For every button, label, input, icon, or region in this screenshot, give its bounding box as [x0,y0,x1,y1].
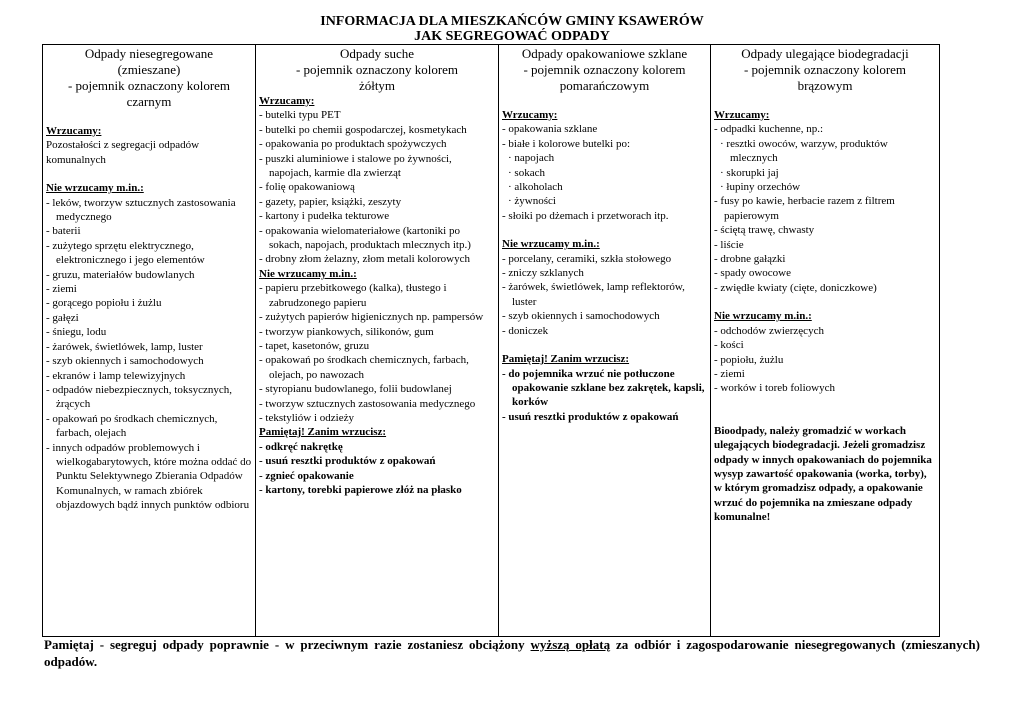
list-item: - gorącego popiołu i żużlu [46,297,162,310]
title-line-1: INFORMACJA DLA MIESZKAŃCÓW GMINY KSAWERÓW [320,14,704,29]
column-glass-waste [499,45,711,637]
list-item: - kartony i pudełka tekturowe [259,210,390,223]
list-item: - fusy po kawie, herbacie razem z filtrem papierowym [714,195,895,222]
list-item: - zniczy szklanych [502,267,584,280]
list-item: - śniegu, lodu [46,326,107,339]
section-title: Nie wrzucamy m.in.: [259,267,357,280]
list-item: - ziemi [714,367,745,380]
list-item: - kartony, torebki papierowe złóż na płasko [259,483,462,496]
list-item: · napojach [508,152,555,165]
list-item: - gazety, papier, książki, zeszyty [259,195,402,208]
list-item: - worków i toreb foliowych [714,382,835,395]
section-title: Nie wrzucamy m.in.: [502,238,600,251]
section-title: Wrzucamy: [259,95,315,107]
list-item: - gałęzi [46,311,79,324]
list-item: - drobny złom żelazny, złom metali kolorowych [259,253,470,266]
list-item: · sokach [508,166,545,179]
remember-list [259,440,495,498]
document-title [0,14,1024,44]
list-item: - doniczek [502,324,549,337]
list-item: - tworzyw sztucznych zastosowania medycznego [259,397,476,410]
list-item: - usuń resztki produktów z opakowań [502,410,679,423]
list-item: - innych odpadów problemowych i wielkogabarytowych, które można oddać do Punktu Selektywnego Zbierania Odpadów Komunalnych, w ramach zbiórek objazdowych bądź innych punktów odbioru [46,441,252,512]
list-item: · skorupki jaj [720,166,779,179]
list-item: - drobne gałązki [714,253,786,266]
list-item: - zgnieć opakowanie [259,469,354,482]
list-item: - baterii [46,225,81,238]
list-item: - żarówek, świetlówek, lamp, luster [46,340,203,353]
list-item: - białe i kolorowe butelki po: [502,137,630,150]
list-item: - spady owocowe [714,267,791,280]
footer-reminder [44,636,980,670]
column-header: Odpady suche - pojemnik oznaczony kolorem żółtym [295,46,459,93]
list-item: · żywności [508,195,556,208]
not-accepted-list [714,324,936,396]
list-item: - odkręć nakrętkę [259,440,343,453]
list-item: - usuń resztki produktów z opakowań [259,455,436,468]
list-item: · resztki owoców, warzyw, produktów mlecznych [720,137,888,165]
column-header: Odpady opakowaniowe szklane - pojemnik oznaczony kolorem pomarańczowym [521,46,688,93]
list-item: - butelki po chemii gospodarczej, kosmetykach [259,123,467,136]
section-title: Pamiętaj! Zanim wrzucisz: [259,426,387,439]
column-header: Odpady ulegające biodegradacji - pojemnik oznaczony kolorem brązowym [741,46,909,93]
footer-emphasis: wyższą opłatą [530,637,611,652]
list-item: - zużytych papierów higienicznych np. pampersów [259,311,484,324]
section-title: Wrzucamy: [46,125,102,137]
list-item: - odchodów zwierzęcych [714,324,824,337]
section-title: Nie wrzucamy m.in.: [46,182,144,195]
section-title: Nie wrzucamy m.in.: [714,310,812,323]
list-item: - ekranów i lamp telewizyjnych [46,369,186,382]
list-item: - zwiędłe kwiaty (cięte, doniczkowe) [714,281,877,294]
list-item: - puszki aluminiowe i stalowe po żywności, napojach, karmie dla zwierząt [259,152,452,180]
footer-text-before: Pamiętaj - segreguj odpady poprawnie - w przeciwnym razie zostaniesz obciążony [44,637,531,652]
list-item: - gruzu, materiałów budowlanych [46,268,195,281]
list-item: - folię opakowaniową [259,181,355,194]
section-title: Wrzucamy: [502,109,558,121]
not-accepted-list [259,281,495,425]
list-item: - butelki typu PET [259,109,341,122]
list-item: - szyb okiennych i samochodowych [502,310,660,323]
list-item: - słoiki po dżemach i przetworach itp. [502,209,669,222]
list-item: - opakowań po środkach chemicznych, farbach, olejach, po nawozach [259,354,469,381]
list-item: - zużytego sprzętu elektrycznego, elektronicznego i jego elementów [46,239,205,267]
list-item: · łupiny orzechów [720,181,801,194]
list-item: - tekstyliów i odzieży [259,411,355,424]
title-line-2: JAK SEGREGOWAĆ ODPADY [414,29,610,44]
column-mixed-waste [43,45,256,637]
not-accepted-list [46,196,252,513]
accepted-list [714,122,936,295]
list-item: - liście [714,238,744,251]
column-header: Odpady niesegregowane (zmieszane) - pojemnik oznaczony kolorem czarnym [67,46,231,109]
list-item: - odpadki kuchenne, np.: [714,123,824,136]
waste-categories-table [42,44,940,637]
list-item: - tapet, kasetonów, gruzu [259,339,370,352]
column-bio-waste [711,45,940,637]
list-item: Pozostałości z segregacji odpadów komunalnych [46,139,200,166]
list-item: - ściętą trawę, chwasty [714,224,815,237]
list-item: - leków, tworzyw sztucznych zastosowania medycznego [46,196,236,224]
list-item: - styropianu budowlanego, folii budowlanej [259,383,452,396]
column-dry-waste [256,45,499,637]
list-item: - do pojemnika wrzuć nie potłuczone opakowanie szklane bez zakrętek, kapsli, korków [502,367,705,409]
list-item: - papieru przebitkowego (kalka), tłustego i zabrudzonego papieru [259,282,447,309]
list-item: - opakowań po środkach chemicznych, farbach, olejach [46,412,218,440]
accepted-list [502,122,707,223]
list-item: - popiołu, żużlu [714,353,784,366]
list-item: - szyb okiennych i samochodowych [46,355,204,368]
list-item: - opakowania szklane [502,123,598,136]
footer-text-after: za odbiór i zagospodarowanie niesegregowanych (zmieszanych) odpadów. [44,637,980,669]
list-item: - opakowania po produktach spożywczych [259,138,447,151]
list-item: - ziemi [46,283,77,296]
list-item: - odpadów niebezpiecznych, toksycznych, żrących [46,383,233,411]
list-item: - żarówek, świetlówek, lamp reflektorów, luster [502,281,685,308]
bio-note: Bioodpady, należy gromadzić w workach ulegających biodegradacji. Jeżeli gromadzisz odpady w innych opakowaniach do pojemnika wysyp zawartość opakowania (worka, torby), w którym gromadzisz odpady, a opakowanie wrzuć do pojemnika na zmieszane odpady komunalne! [714,424,932,524]
list-item: · alkoholach [508,181,563,194]
section-title: Pamiętaj! Zanim wrzucisz: [502,353,630,366]
list-item: - opakowania wielomateriałowe (kartoniki po sokach, napojach, produktach mlecznych itp.) [259,224,471,252]
remember-list [502,367,707,425]
list-item: - tworzyw piankowych, silikonów, gum [259,325,434,338]
accepted-list [259,108,495,266]
list-item: - porcelany, ceramiki, szkła stołowego [502,252,672,265]
not-accepted-list [502,252,707,338]
section-title: Wrzucamy: [714,109,770,121]
list-item: - kości [714,339,744,352]
